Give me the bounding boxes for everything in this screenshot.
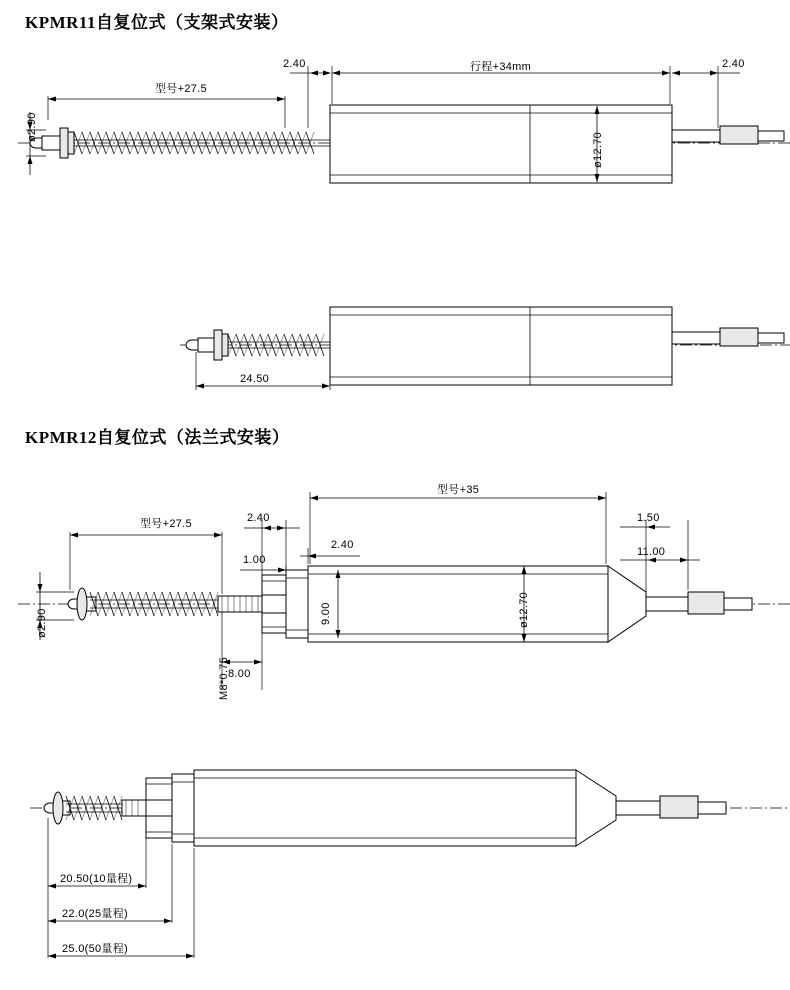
dim-kpmr11-shaft-diameter: ø2.90 (26, 112, 38, 142)
dim-kpmr11-bracket-length: 24.50 (240, 373, 270, 385)
dim-kpmr12-tip-length: 1.50 (637, 512, 660, 524)
section-title-kpmr12: KPMR12自复位式（法兰式安装） (25, 428, 290, 447)
dim-kpmr12-flange-height: 9.00 (320, 602, 332, 625)
dim-kpmr12-range-25: 22.0(25量程) (62, 908, 128, 920)
dim-kpmr12-rear-length: 11.00 (637, 546, 666, 558)
dim-kpmr11-gap-left: 2.40 (283, 58, 306, 70)
dim-kpmr12-shaft-diameter: ø2.90 (36, 608, 48, 638)
dim-kpmr12-body-diameter: ø12.70 (518, 591, 530, 628)
kpmr11-plain-view (180, 307, 790, 390)
kpmr12-plain-view (30, 770, 790, 959)
dim-kpmr12-thread-length: 8.00 (228, 668, 251, 680)
dim-kpmr12-nut-thickness: 1.00 (243, 554, 266, 566)
dim-kpmr12-gap-left: 2.40 (247, 512, 270, 524)
dim-kpmr12-body-length: 型号+35 (437, 484, 480, 496)
dim-kpmr11-spring-length: 型号+27.5 (155, 83, 207, 95)
dim-kpmr12-thread-spec: M8*0.75 (218, 656, 230, 700)
dim-kpmr12-range-50: 25.0(50量程) (62, 943, 128, 955)
dim-kpmr11-body-diameter: ø12.70 (592, 131, 604, 168)
section-title-kpmr11: KPMR11自复位式（支架式安装） (25, 13, 289, 32)
kpmr11-dimensioned-view (18, 66, 790, 183)
dim-kpmr12-spring-length: 型号+27.5 (140, 518, 192, 530)
kpmr12-dimensioned-view (18, 492, 790, 690)
dim-kpmr12-flange-gap: 2.40 (331, 539, 354, 551)
dim-kpmr11-gap-right: 2.40 (722, 58, 745, 70)
dim-kpmr11-stroke: 行程+34mm (470, 61, 532, 73)
dim-kpmr12-range-10: 20.50(10量程) (60, 873, 133, 885)
